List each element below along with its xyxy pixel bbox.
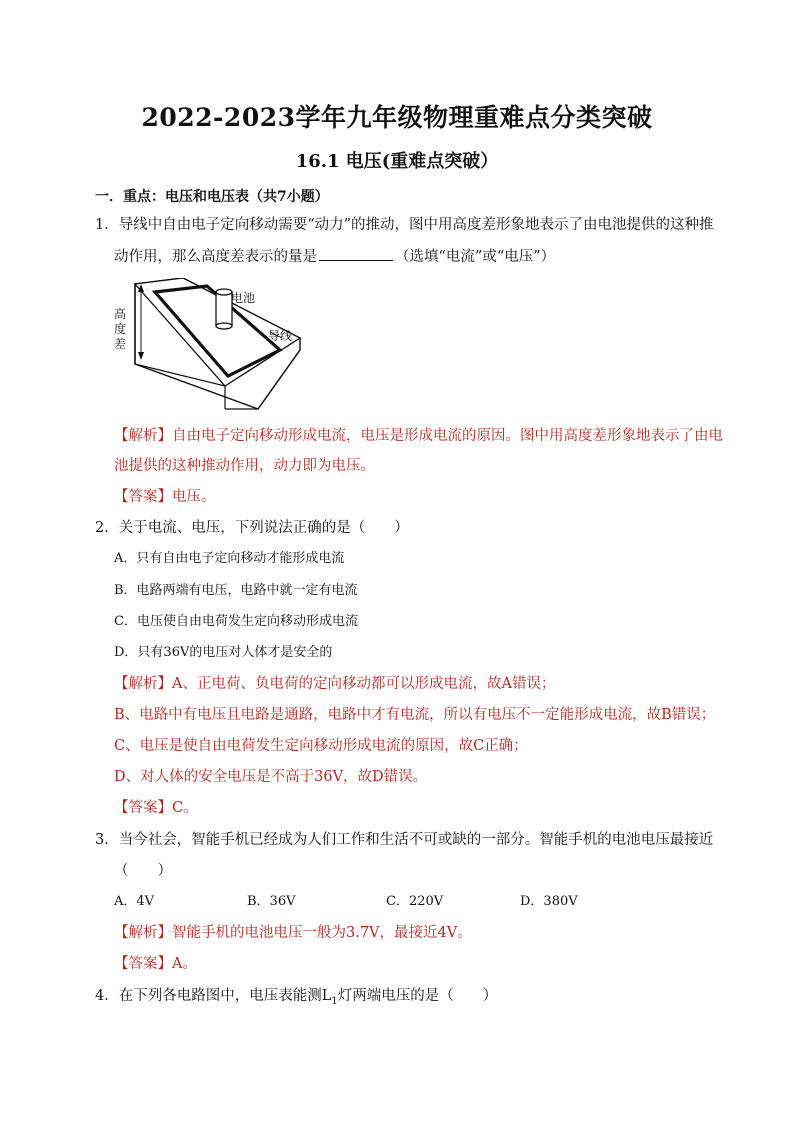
q1-stem-line2-pre: 动作用，那么高度差表示的量是: [114, 249, 317, 265]
q2-option-d[interactable]: D．只有36V的电压对人体才是安全的: [114, 645, 333, 660]
q3-number: 3．: [95, 832, 119, 848]
q1-analysis-line2: 池提供的这种推动作用，动力即为电压。: [114, 458, 375, 474]
q3-option-a[interactable]: A．4V: [114, 894, 155, 909]
q3-answer: [114, 954, 197, 974]
q4-stem-post: 灯两端电压的是（ ）: [337, 988, 498, 1004]
q4-number: 4．: [95, 988, 119, 1004]
q3-stem-text: 当今社会，智能手机已经成为人们工作和生活不可或缺的一部分。智能手机的电池电压最接近: [118, 832, 714, 848]
q2-option-a[interactable]: A．只有自由电子定向移动才能形成电流: [114, 551, 345, 566]
q3-option-d[interactable]: D．380V: [520, 894, 578, 909]
q2-analysis-line3: C、电压是使自由电荷发生定向移动形成电流的原因，故C正确；: [114, 738, 528, 754]
label-wire: 导线: [268, 329, 293, 343]
q3-answer-tag: 【答案】: [114, 956, 172, 972]
q3-stem-paren: （ ）: [114, 863, 172, 879]
q1-stem-line2-post: （选填“电流”或“电压”）: [395, 249, 556, 265]
q3-analysis-text: 智能手机的电池电压一般为3.7V，最接近4V。: [172, 925, 472, 941]
page-title: 2022-2023学年九年级物理重难点分类突破: [141, 103, 653, 132]
height-difference-figure: [110, 278, 310, 413]
q2-stem-text: 关于电流、电压，下列说法正确的是（ ）: [118, 520, 409, 536]
q2-option-b[interactable]: B．电路两端有电压，电路中就一定有电流: [114, 583, 358, 598]
section-heading: 一．重点：电压和电压表（共7小题）: [95, 189, 329, 205]
q1-analysis-line1: [114, 426, 723, 446]
q2-analysis-text1: A、正电荷、负电荷的定向移动都可以形成电流，故A错误；: [172, 676, 556, 692]
q2-answer: [114, 798, 198, 818]
q1-line1: [95, 215, 714, 235]
q4-stem-pre: 在下列各电路图中，电压表能测L: [118, 988, 332, 1004]
q4-stem: [95, 986, 497, 1012]
q2-number: 2．: [95, 520, 119, 536]
q1-number: 1．: [95, 217, 119, 233]
q1-analysis-tag: 【解析】: [114, 428, 172, 444]
q1-analysis-text1: 自由电子定向移动形成电流，电压是形成电流的原因。图中用高度差形象地表示了由电: [172, 428, 723, 444]
q2-option-c[interactable]: C．电压使自由电荷发生定向移动形成电流: [114, 614, 358, 629]
q2-answer-tag: 【答案】: [114, 800, 172, 816]
label-height-1: 高: [114, 307, 127, 321]
label-height-3: 差: [114, 337, 127, 351]
q3-analysis-tag: 【解析】: [114, 925, 172, 941]
q3-stem: [95, 830, 713, 850]
page-subtitle: 16.1 电压(重难点突破）: [295, 151, 499, 172]
q1-stem-line1: 导线中自由电子定向移动需要“动力”的推动，图中用高度差形象地表示了由电池提供的这种推: [118, 217, 714, 233]
q3-option-c[interactable]: C．220V: [386, 894, 444, 909]
label-height-2: 度: [114, 322, 127, 336]
q2-analysis-line2: B、电路中有电压且电路是通路，电路中才有电流，所以有电压不一定能形成电流，故B错误；: [114, 707, 716, 723]
q3-option-b[interactable]: B．36V: [247, 894, 296, 909]
q1-answer: [114, 487, 216, 507]
q4-stem-subscript: 1: [331, 995, 338, 1007]
q2-analysis-line1: [114, 674, 555, 694]
q1-answer-text: 电压。: [172, 489, 216, 505]
q2-stem: [95, 518, 409, 538]
q1-answer-tag: 【答案】: [114, 489, 172, 505]
q1-line2: [114, 246, 555, 267]
q3-analysis: [114, 923, 472, 943]
label-battery: 电池: [231, 291, 256, 305]
q2-analysis-line4: D、对人体的安全电压是不高于36V，故D错误。: [114, 769, 428, 785]
q2-analysis-tag: 【解析】: [114, 676, 172, 692]
q2-answer-text: C。: [172, 800, 198, 816]
q3-answer-text: A。: [172, 956, 197, 972]
q1-answer-blank[interactable]: [319, 246, 393, 261]
